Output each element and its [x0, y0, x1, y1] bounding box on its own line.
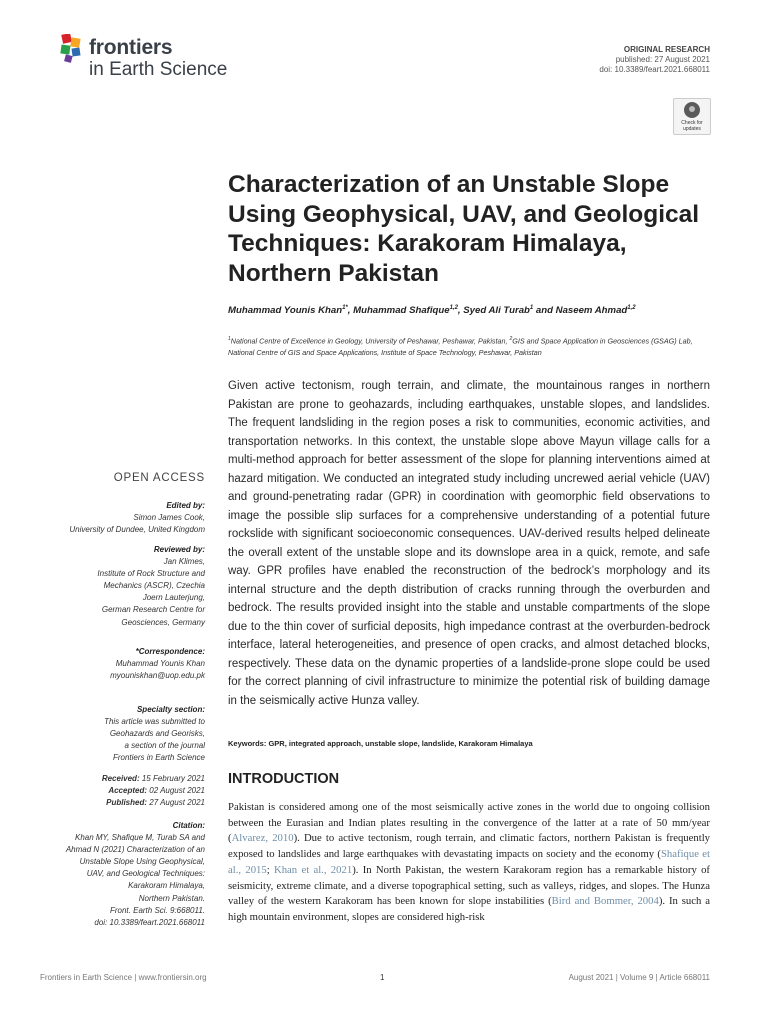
citation-block — [45, 820, 205, 929]
published-date-side: Published: 27 August 2021 — [106, 798, 205, 808]
abstract-text: Given active tectonism, rough terrain, and climate, the mountainous ranges in northern Pakistan are prone to geohazards, including earthquakes, unstable slopes, and landslides. The frequent landsliding in the region poses a risk to communities, economic activities, and transportation networks. In this context, the unstable slope above Mayun village calls for a multi-method approach for better assessment of the slope for planning interventions aimed at hazard mitigation. We conducted an integrated study including uncrewed aerial vehicle (UAV) and ground-penetrating radar (GPR) in coordination with geomorphic field observations to image the possible slip surfaces for a comprehensive understanding of a potential future rockslide with significant socioeconomic consequences. UAV-derived results helped delineate the overall extent of the unstable slope and its downslope area in a quick, remote, and safe way. GPR profiles have enabled the reconstruction of the bedrock’s morphology and its internal structure and the depth distribution of cracks running through the overburden and bedrock. The results provided insight into the stable and unstable compartments of the slope due to the thin cover of surficial deposits, high impedance contrast at the overburden-bedrock interface, lateral heterogeneities, and presence of open cracks, and almost detached blocks, respectively. These data on the dynamic properties of a landslide-prone slope could be used for the correct planning of civil infrastructure to minimize the potential risk of building damage in the seismically active Hunza valley. — [228, 380, 710, 707]
intro-text-segment: ). Due to active tectonism, rough terrain, and climatic factors, northern Pakistan is frequently exposed to landslides and large earthquakes with devastating impacts on society and the economy ( — [228, 832, 711, 861]
author-list: Muhammad Younis Khan$^{1*}$, Muhammad Shafique$^{1,2}$, Syed Ali Turab$^1$ and Naseem Ahmad$^{1,2}$ — [228, 305, 636, 317]
citation-link[interactable]: Bird and Bommer, 2004 — [551, 895, 659, 908]
specialty-line: Geohazards and Georisks, — [109, 729, 205, 739]
check-for-updates-button[interactable] — [673, 98, 711, 135]
received-date: Received: 15 February 2021 — [101, 774, 205, 783]
specialty-line: Frontiers in Earth Science — [112, 753, 205, 763]
editor-line: University of Dundee, United Kingdom — [69, 525, 205, 535]
article-meta — [599, 45, 710, 75]
check-for-updates-label: Check for updates — [681, 120, 703, 132]
editor-line: Simon James Cook, — [133, 513, 205, 523]
citation-label: Citation: — [172, 821, 205, 830]
citation-link[interactable]: Alvarez, 2010 — [231, 832, 294, 845]
reviewer-line: Institute of Rock Structure and — [97, 569, 205, 579]
citation-doi[interactable]: doi: 10.3389/feart.2021.668011 — [94, 917, 205, 927]
citation-line: Khan MY, Shafique M, Turab SA and — [74, 833, 205, 843]
author-name[interactable]: Muhammad Shafique — [353, 305, 450, 317]
edited-by-label: Edited by: — [166, 501, 205, 510]
journal-logo[interactable] — [58, 34, 258, 86]
footer-issue-info: August 2021 | Volume 9 | Article 668011 — [568, 973, 710, 982]
journal-name-line1: frontiers — [89, 36, 173, 59]
article-type: ORIGINAL RESEARCH — [623, 45, 710, 54]
keywords-label: Keywords: — [228, 739, 267, 748]
specialty-line: This article was submitted to — [104, 717, 205, 727]
author-name[interactable]: Muhammad Younis Khan — [228, 305, 343, 317]
introduction-text — [228, 800, 710, 926]
section-heading-introduction: INTRODUCTION — [228, 771, 340, 787]
reviewed-by-block — [45, 544, 205, 629]
bookmark-icon — [684, 102, 700, 118]
open-access-label: OPEN ACCESS — [113, 472, 205, 484]
footer-journal-link[interactable]: Frontiers in Earth Science | www.frontiersin.org — [40, 973, 207, 982]
specialty-block — [45, 704, 205, 764]
reviewer-line: Mechanics (ASCR), Czechia — [103, 581, 205, 591]
article-doi[interactable]: doi: 10.3389/feart.2021.668011 — [599, 65, 710, 74]
citation-line: UAV, and Geological Techniques: — [86, 869, 205, 879]
correspondence-label: *Correspondence: — [135, 647, 205, 656]
correspondence-email[interactable]: myouniskhan@uop.edu.pk — [110, 671, 205, 681]
affiliation-1: National Centre of Excellence in Geology, University of Peshawar, Peshawar, Pakistan, — [230, 336, 508, 346]
frontiers-logo-icon — [58, 34, 86, 64]
intro-text-segment: Pakistan is considered among one of the most seismically active zones in the world due to ongoing collision between the Eurasian and Indian plates resulting in the convergence of the latter at a rate of 50 mm/year ( — [228, 801, 710, 845]
correspondence-name: Muhammad Younis Khan — [115, 659, 205, 669]
citation-line: Karakoram Himalaya, — [128, 881, 205, 891]
specialty-line: a section of the journal — [124, 741, 205, 751]
page-number: 1 — [380, 973, 385, 982]
edited-by-block — [45, 500, 205, 536]
article-title: Characterization of an Unstable Slope Using Geophysical, UAV, and Geological Techniques: Karakoram Himalaya, Northern Pakistan — [228, 171, 700, 287]
citation-line: Northern Pakistan. — [138, 893, 205, 903]
reviewer-line: German Research Centre for — [101, 605, 205, 615]
correspondence-block — [45, 646, 205, 682]
citation-link[interactable]: Shafique et al., 2015 — [228, 848, 710, 876]
reviewer-line: Joern Lauterjung, — [142, 593, 205, 603]
keywords-list: GPR, integrated approach, unstable slope, landslide, Karakoram Himalaya — [268, 739, 533, 748]
reviewer-line: Jan Klimes, — [163, 557, 205, 567]
journal-name-line2: in Earth Science — [89, 59, 228, 80]
affiliations: $^1$National Centre of Excellence in Geology, University of Peshawar, Peshawar, Pakistan, $^2$GIS and Space Application in Geosciences (GSAG) Lab, National Centre of GIS and Space Applications, Institute of Space Technology, Peshawar, Pakistan — [228, 336, 693, 358]
accepted-date: Accepted: 02 August 2021 — [108, 786, 205, 796]
reviewed-by-label: Reviewed by: — [153, 545, 205, 554]
keywords — [228, 739, 710, 748]
author-name[interactable]: Naseem Ahmad — [555, 305, 628, 317]
citation-line: Ahmad N (2021) Characterization of an — [65, 845, 205, 855]
specialty-label: Specialty section: — [136, 705, 205, 714]
dates-block — [45, 773, 205, 809]
citation-line: Unstable Slope Using Geophysical, — [79, 857, 205, 867]
published-date: published: 27 August 2021 — [615, 55, 710, 64]
citation-link[interactable]: Khan et al., 2021 — [274, 863, 353, 876]
intro-text-segment: ; — [266, 863, 274, 876]
reviewer-line: Geosciences, Germany — [121, 617, 205, 627]
affiliation-2: GIS and Space Application in Geosciences (GSAG) Lab, National Centre of GIS and Space Applications, Institute of Space Technology, Peshawar, Pakistan — [228, 336, 693, 358]
author-name[interactable]: Syed Ali Turab — [463, 305, 530, 317]
intro-text-segment: ). In North Pakistan, the western Karakoram region has a remarkable history of seismicity, extreme climate, and a diverse topographical setting, such as valleys, ridges, and slopes. The Hunza valley of the western Karakoram has been known for slope instabilities ( — [228, 863, 710, 908]
intro-text-segment: ). In such a high mountain environment, slopes are considered high-risk — [228, 895, 710, 923]
citation-line: Front. Earth Sci. 9:668011. — [109, 905, 205, 915]
